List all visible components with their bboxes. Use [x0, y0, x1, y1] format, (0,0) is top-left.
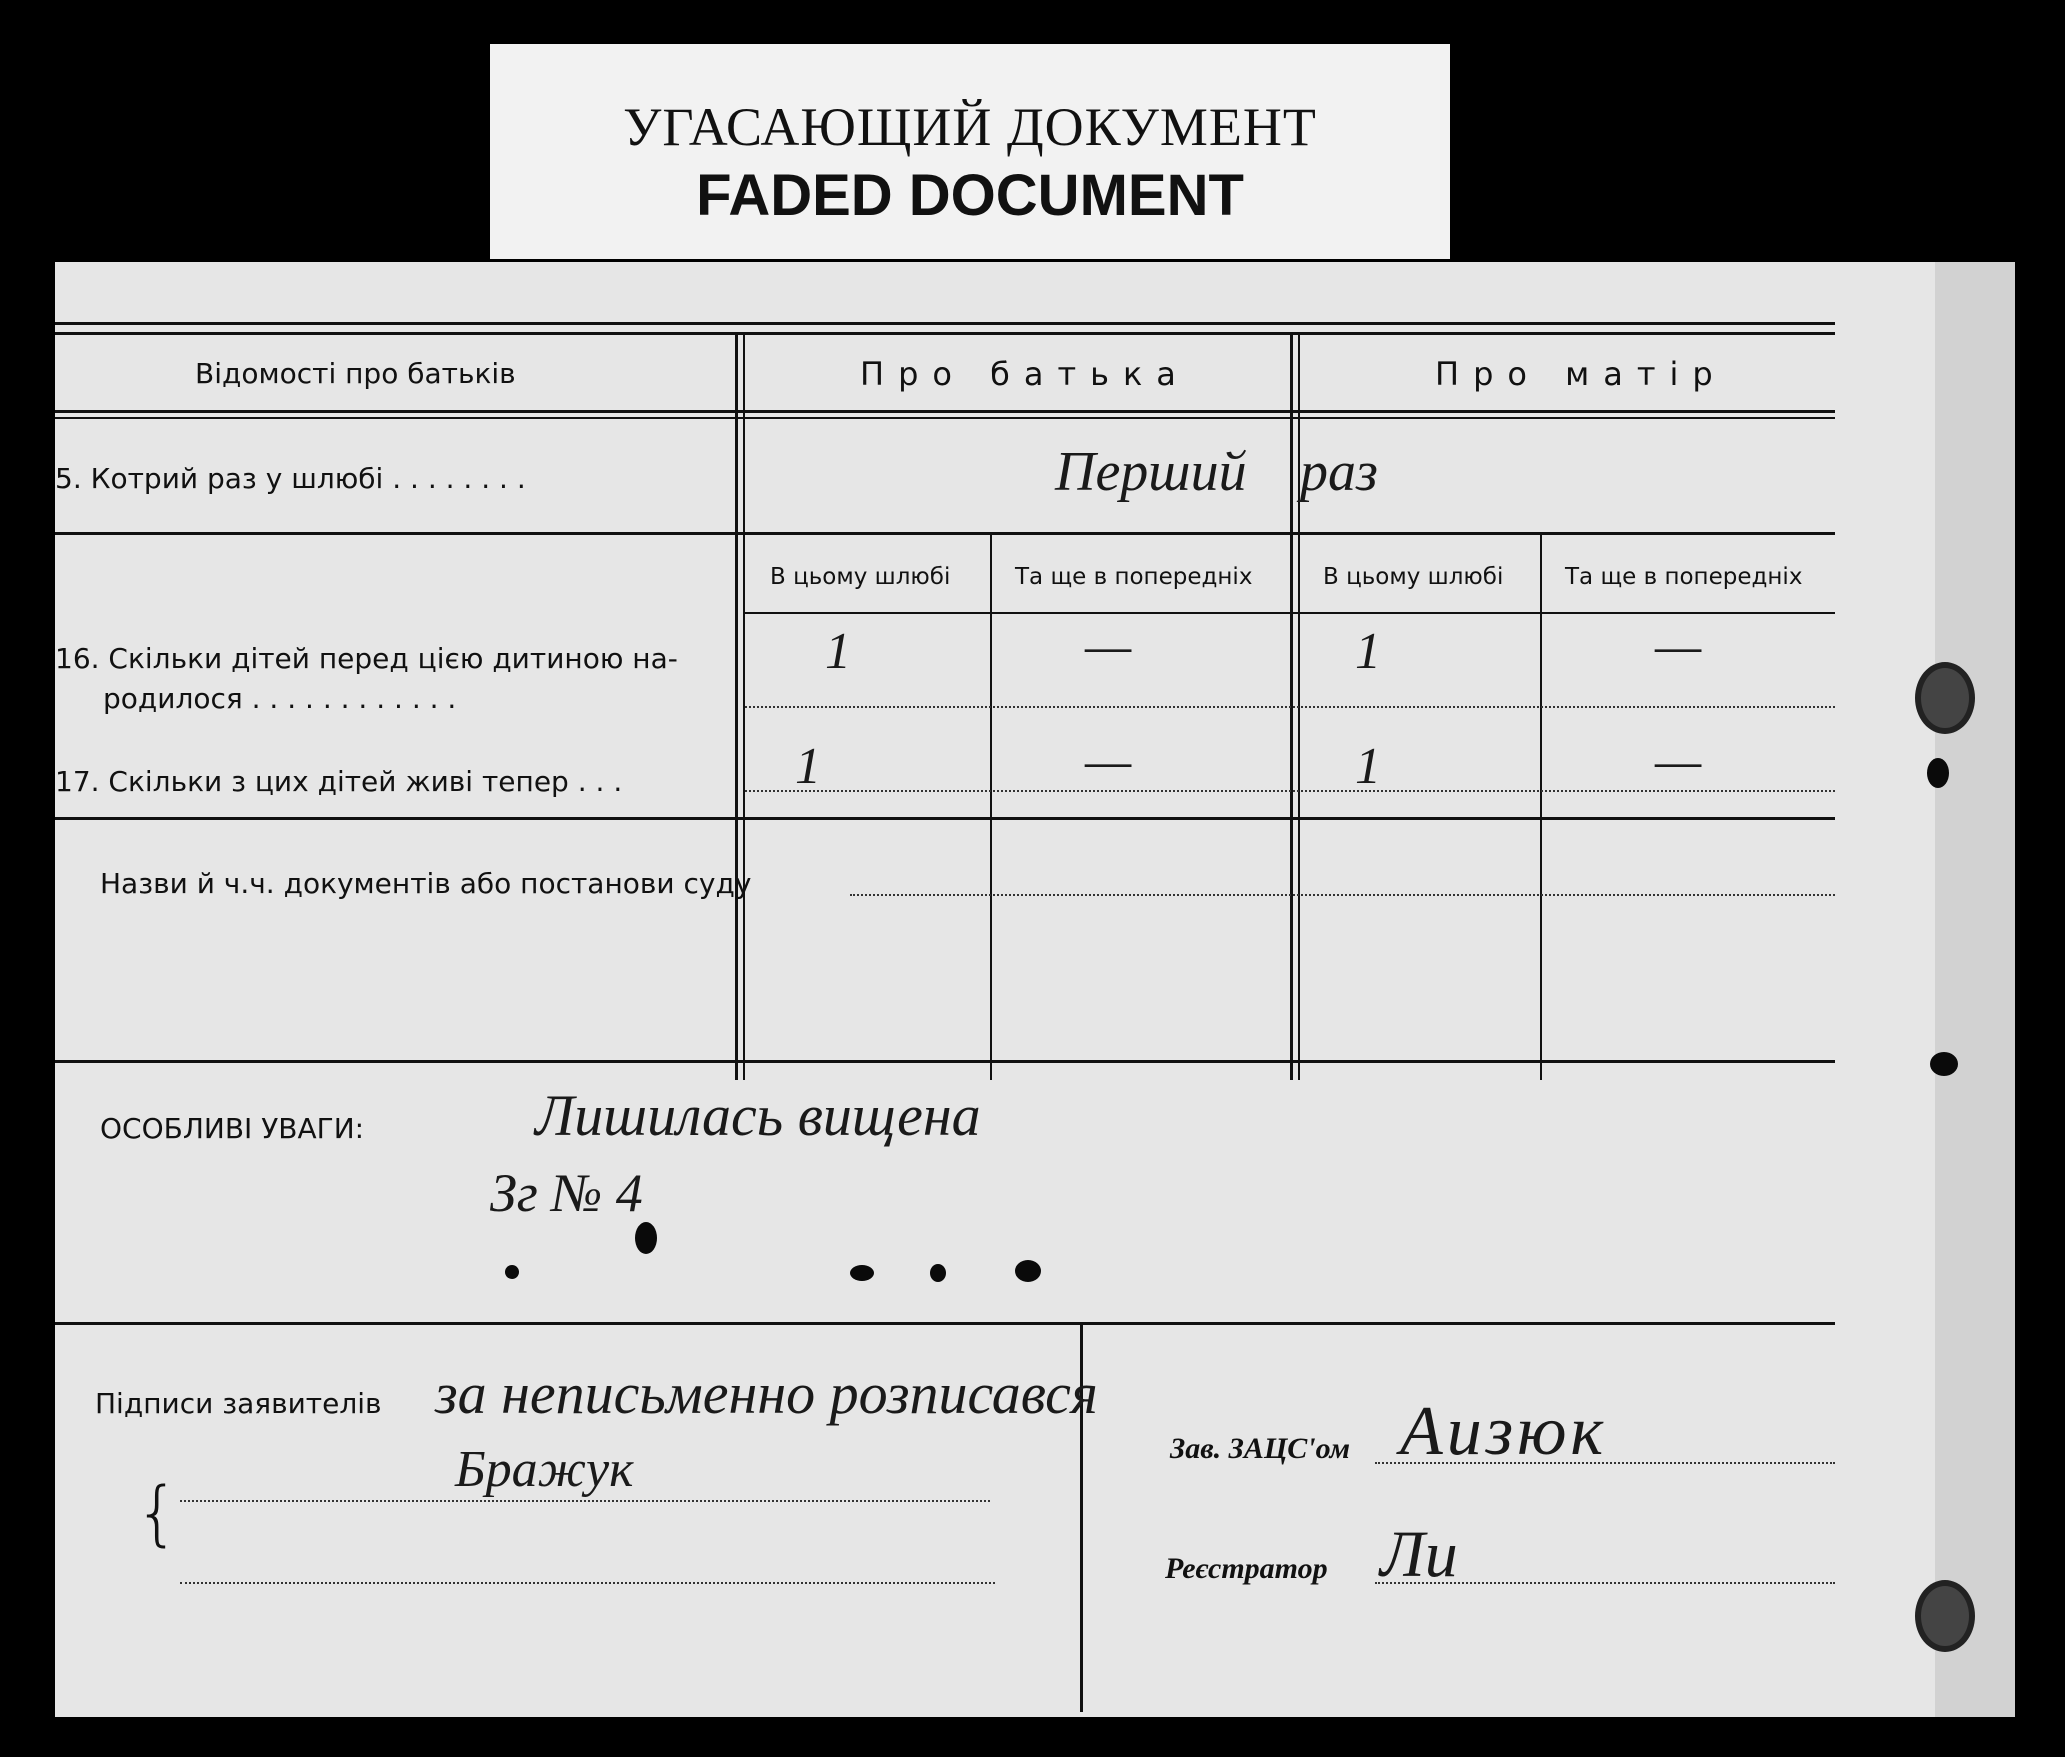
- row15-mother-handwriting: раз: [1300, 441, 1378, 503]
- row15-label: 5. Котрий раз у шлюбі . . . . . . . .: [55, 462, 526, 495]
- header-mother: Про матір: [1435, 355, 1727, 393]
- registrar-dotted-line: [1375, 1582, 1835, 1584]
- row15-father-handwriting: Перший: [1055, 441, 1247, 503]
- row16-mother-this: 1: [1355, 623, 1381, 680]
- notes-rule: [55, 1322, 1835, 1325]
- row16-label-line2: родилося . . . . . . . . . . . .: [103, 682, 457, 715]
- ink-blot: [1927, 758, 1949, 788]
- documents-rule: [55, 1060, 1835, 1063]
- row16-label-line1: 16. Скільки дітей перед цією дитиною на-: [55, 642, 678, 675]
- sheet-torn-edge: [1935, 262, 2015, 1717]
- row17-father-prev: —: [1085, 733, 1132, 790]
- header-rule: [55, 410, 1835, 413]
- row17-mother-this: 1: [1355, 738, 1381, 795]
- row16-dotted-line: [745, 706, 1835, 708]
- ink-blot: [635, 1222, 657, 1254]
- sub-father-previous: Та ще в попередніх: [1015, 564, 1253, 590]
- binding-hole: [1915, 1580, 1975, 1652]
- header-father: Про батька: [860, 355, 1190, 393]
- row16-mother-prev: —: [1655, 618, 1702, 675]
- special-notes-handwriting-2: Зг № 4: [490, 1163, 643, 1223]
- brace-symbol: {: [135, 1472, 180, 1554]
- head-registry-label: Зав. ЗАЦС'ом: [1170, 1432, 1351, 1465]
- ink-blot: [1015, 1260, 1041, 1282]
- applicants-handwriting-2: Бражук: [455, 1441, 634, 1498]
- subcol-divider-father: [990, 534, 992, 1080]
- sub-father-this-marriage: В цьому шлюбі: [770, 564, 951, 590]
- subcol-divider-mother: [1540, 534, 1542, 1080]
- sub-header-rule: [745, 612, 1835, 614]
- applicant-dotted-line-2: [180, 1582, 995, 1584]
- binding-hole: [1915, 662, 1975, 734]
- label-russian-text: УГАСАЮЩИЙ ДОКУМЕНТ: [623, 97, 1317, 157]
- applicants-handwriting-1: за неписьменно розписався: [435, 1361, 1098, 1426]
- top-rule-2: [55, 332, 1835, 335]
- header-rule-2: [55, 417, 1835, 419]
- row15-rule: [55, 532, 1835, 535]
- row16-father-this: 1: [825, 623, 851, 680]
- label-english-text: FADED DOCUMENT: [696, 163, 1244, 228]
- special-notes-label: ОСОБЛИВІ УВАГИ:: [100, 1112, 365, 1145]
- col-divider-1: [735, 332, 738, 1080]
- row17-mother-prev: —: [1655, 733, 1702, 790]
- header-parents-info: Відомості про батьків: [195, 357, 516, 390]
- applicant-dotted-line-1: [180, 1500, 990, 1502]
- documents-dotted-line: [850, 894, 1835, 896]
- row17-rule: [55, 817, 1835, 820]
- row17-dotted-line: [745, 790, 1835, 792]
- ink-blot: [850, 1265, 874, 1281]
- sub-mother-this-marriage: В цьому шлюбі: [1323, 564, 1504, 590]
- applicants-signature-label: Підписи заявителів: [95, 1387, 382, 1420]
- ink-blot: [1930, 1052, 1958, 1076]
- ink-blot: [930, 1264, 946, 1282]
- top-rule: [55, 322, 1835, 325]
- special-notes-handwriting-1: Лишилась вищена: [535, 1083, 981, 1148]
- registrar-signature: Ли: [1380, 1518, 1458, 1591]
- head-registry-signature: Аизюк: [1400, 1393, 1608, 1470]
- sub-mother-previous: Та ще в попередніх: [1565, 564, 1803, 590]
- registrar-label: Реєстратор: [1165, 1552, 1328, 1585]
- row17-father-this: 1: [795, 738, 821, 795]
- row16-father-prev: —: [1085, 618, 1132, 675]
- faded-document-label: [490, 44, 1450, 259]
- documents-label: Назви й ч.ч. документів або постанови суду: [100, 867, 752, 900]
- ink-blot: [505, 1265, 519, 1279]
- head-registry-dotted-line: [1375, 1462, 1835, 1464]
- registration-form-sheet: [55, 262, 2015, 1717]
- row17-label: 17. Скільки з цих дітей живі тепер . . .: [55, 765, 623, 798]
